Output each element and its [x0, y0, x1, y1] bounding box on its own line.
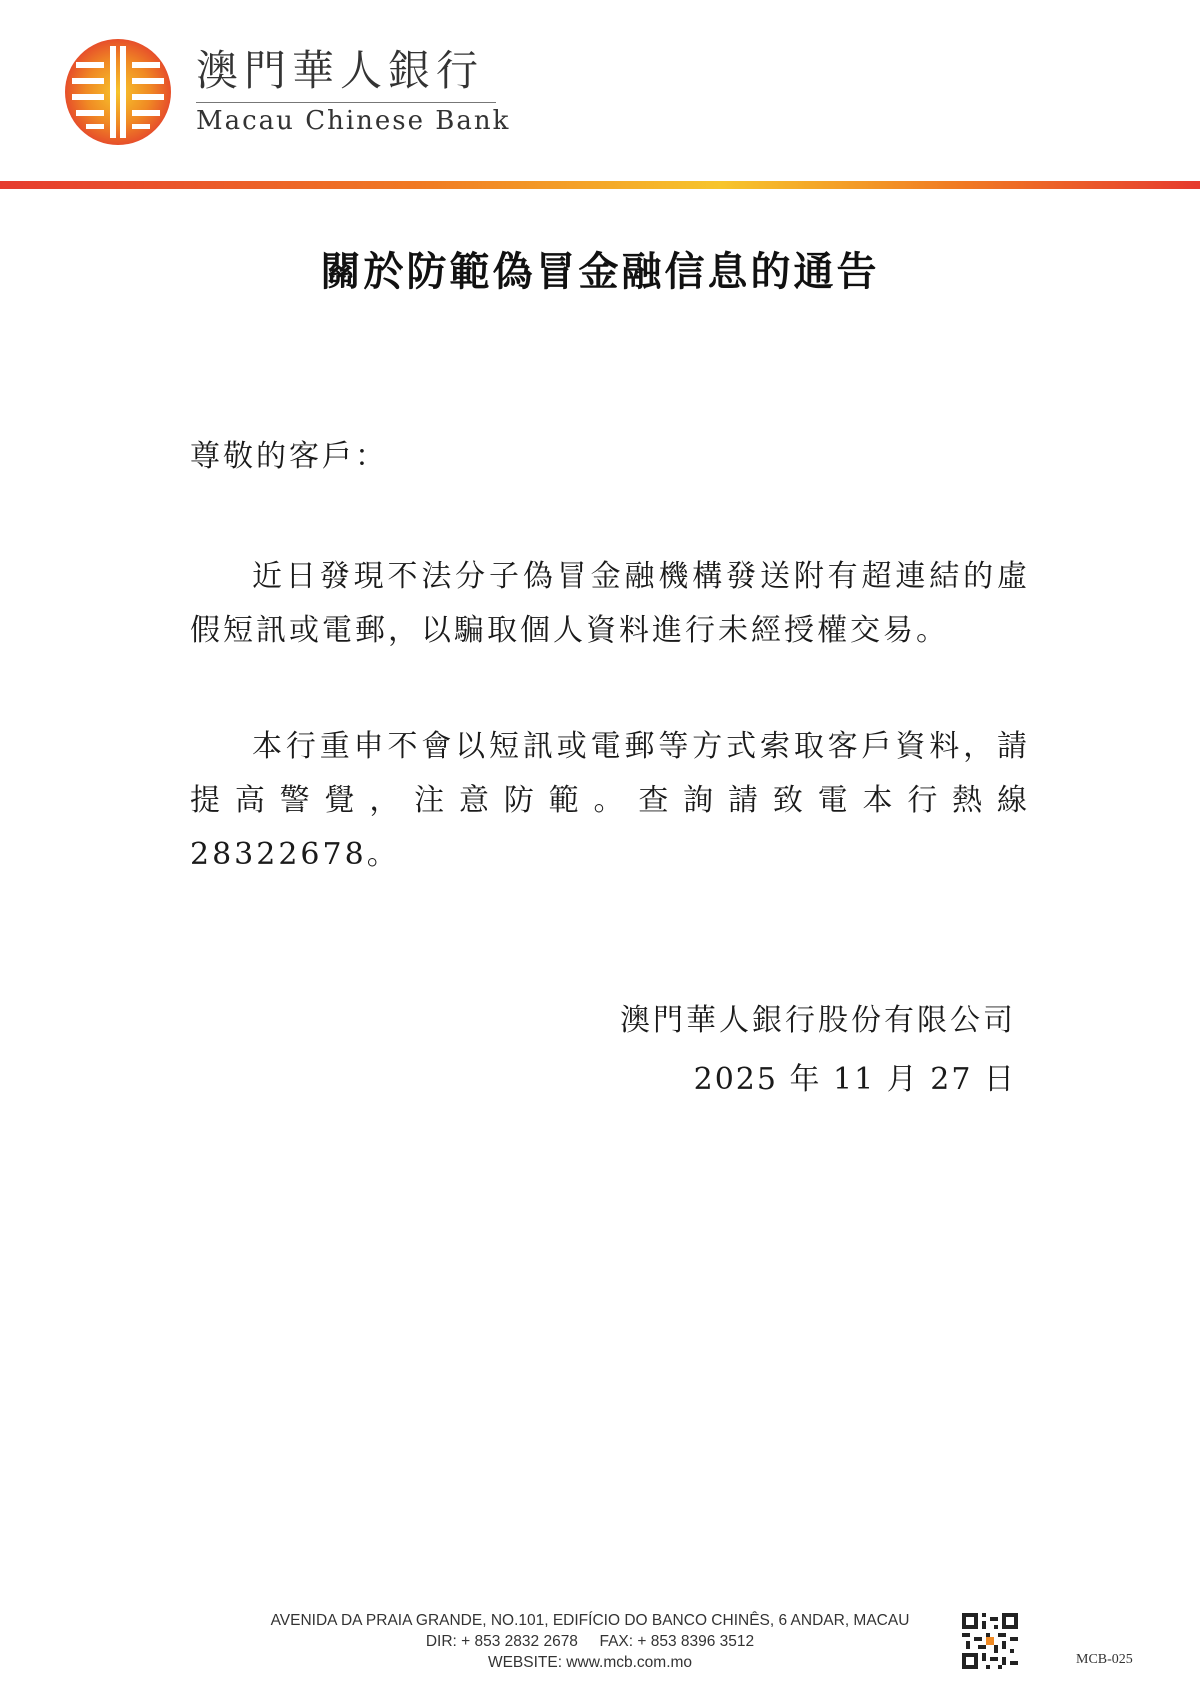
notice-paragraph-2: 本行重申不會以短訊或電郵等方式索取客戶資料，請提高警覺，注意防範。查詢請致電本行熱線 28322678。 [190, 729, 1030, 872]
bank-name-english: Macau Chinese Bank [196, 106, 511, 136]
footer-address: AVENIDA DA PRAIA GRANDE, NO.101, EDIFÍCIO DO BANCO CHINÊS, 6 ANDAR, MACAU [270, 1612, 910, 1629]
bank-name-chinese: 澳門華人銀行 [196, 46, 485, 95]
footer-phone-fax: DIR: + 853 2832 2678 FAX: + 853 8396 3512 [425, 1633, 755, 1650]
qr-code-icon [962, 1613, 1018, 1669]
bank-name-divider [196, 102, 496, 103]
form-code: MCB-025 [1076, 1652, 1133, 1667]
salutation: 尊敬的客戶： [190, 439, 388, 474]
notice-paragraph-1: 近日發現不法分子偽冒金融機構發送附有超連結的虛假短訊或電郵，以騙取個人資料進行未經授權交易。 [190, 559, 1030, 648]
signature-date: 2025 年 11 月 27 日 [693, 1062, 1016, 1097]
notice-title: 關於防範偽冒金融信息的通告 [320, 249, 880, 295]
bank-logo-icon [64, 38, 172, 146]
footer-website: WEBSITE: www.mcb.com.mo [487, 1654, 693, 1671]
letterhead-accent-bar [0, 181, 1200, 189]
signature-company: 澳門華人銀行股份有限公司 [620, 1003, 1016, 1038]
letterhead [0, 0, 1200, 190]
footer-contact-block [240, 1610, 940, 1673]
